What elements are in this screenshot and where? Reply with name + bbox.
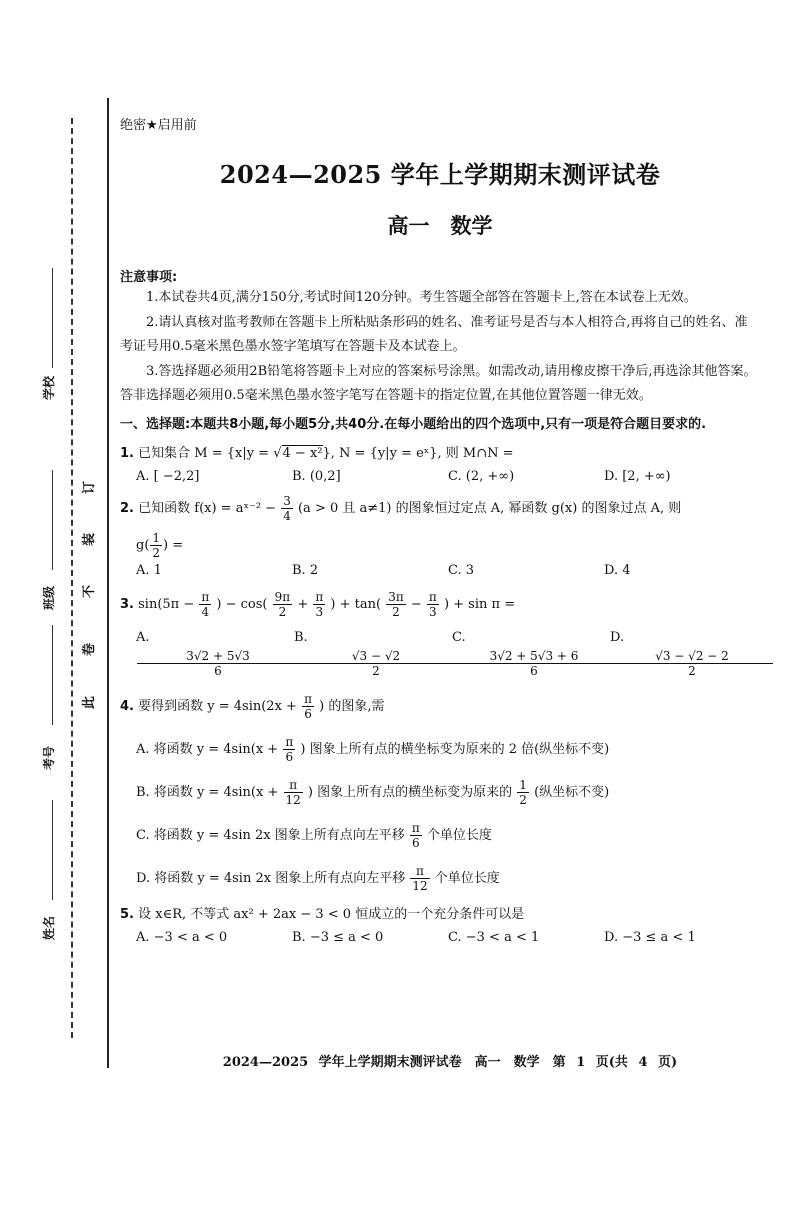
option-text: ) 图象上所有点的横坐标变为原来的 2 倍(纵坐标不变): [300, 742, 610, 757]
option-c: C. 3: [448, 563, 475, 578]
option-label: A.: [136, 630, 150, 645]
school-label: 学校: [42, 375, 56, 400]
fraction: [199, 590, 211, 619]
class-label: 班级: [42, 585, 56, 610]
sqrt-content: 4 − x²: [282, 446, 323, 461]
question-3: [120, 590, 760, 619]
fraction-denominator: 6: [304, 707, 312, 721]
fraction: [273, 590, 293, 619]
fraction: [284, 778, 303, 807]
question-stem: 已知函数 f(x) = aˣ⁻² −: [138, 501, 277, 516]
fraction-numerator: π: [428, 590, 437, 604]
fraction: [302, 692, 314, 721]
fraction: [313, 590, 325, 619]
page-title: 2024—2025 学年上学期期末测评试卷: [219, 160, 661, 189]
question-5: [120, 903, 760, 927]
name-underline: [52, 800, 53, 900]
fraction: [517, 778, 529, 807]
fraction-numerator: 3√2 + 5√3 + 6: [453, 649, 615, 664]
fraction-numerator: 1: [152, 531, 161, 545]
binding-char: 装: [82, 532, 98, 547]
fraction: [427, 590, 439, 619]
fraction-numerator: 1: [519, 778, 527, 792]
question-2-continued: [136, 531, 760, 560]
option-label: B.: [294, 630, 308, 645]
exam-no-label: 考号: [42, 745, 56, 770]
page-subtitle: 高一 数学: [387, 214, 493, 238]
question-stem: ) + tan(: [330, 597, 382, 612]
question-stem: ) 的图象,需: [319, 699, 385, 714]
fraction-numerator: π: [304, 692, 312, 706]
option-text: A. 将函数 y = 4sin(x +: [136, 742, 279, 757]
question-stem: +: [297, 597, 309, 612]
fraction-numerator: π: [315, 590, 324, 604]
notice-heading: 注意事项:: [120, 270, 178, 285]
binding-char: 不: [82, 584, 98, 599]
question-stem: g(: [136, 538, 150, 553]
fraction-numerator: π: [285, 735, 294, 749]
option-a: [136, 735, 760, 764]
fraction-numerator: π: [201, 590, 210, 604]
fraction-numerator: √3 − √2 − 2: [611, 649, 773, 664]
binding-char: 此: [82, 695, 98, 710]
fraction-denominator: 6: [285, 750, 294, 764]
fraction-numerator: π: [284, 778, 303, 793]
fraction-denominator: 3: [315, 605, 324, 619]
options-row: [136, 466, 760, 488]
option-c: C. −3 < a < 1: [448, 930, 540, 945]
option-text: 个单位长度: [426, 828, 492, 843]
question-number: 4.: [120, 699, 134, 714]
question-stem: ) − cos(: [216, 597, 268, 612]
option-text: D. 将函数 y = 4sin 2x 图象上所有点向左平移: [136, 871, 406, 886]
question-stem: ) + sin π =: [443, 597, 516, 612]
name-label: 姓名: [42, 915, 56, 940]
fraction-numerator: 3√2 + 5√3: [137, 649, 299, 664]
section-heading: 一、选择题:本题共8小题,每小题5分,共40分.在每小题给出的四个选项中,只有一项是符合题目要求的.: [120, 417, 707, 432]
option-label: C.: [452, 630, 466, 645]
exam-no-underline: [52, 625, 53, 725]
notice-item: 2.请认真核对监考教师在答题卡上所粘贴条形码的姓名、准考证号是否与本人相符合,再将自己的姓名、准考证号用0.5毫米黑色墨水签字笔填写在答题卡及本试卷上。: [120, 315, 748, 354]
fraction: [150, 531, 162, 560]
fraction-denominator: 2: [519, 793, 527, 807]
option-b: B. 2: [292, 563, 319, 578]
secret-mark: 绝密★启用前: [120, 118, 197, 133]
option-d: D. −3 ≤ a < 1: [604, 930, 696, 945]
question-number: 1.: [120, 446, 134, 461]
fraction: [453, 649, 611, 678]
option-text: ) 图象上所有点的横坐标变为原来的: [307, 785, 513, 800]
question-stem: 已知集合 M = {x|y =: [138, 446, 274, 461]
option-a: [136, 627, 294, 678]
school-underline: [52, 268, 53, 368]
option-text: B. 将函数 y = 4sin(x +: [136, 785, 279, 800]
option-a: A. [ −2,2]: [136, 469, 200, 484]
options-row: [136, 560, 760, 582]
fraction: [611, 649, 769, 678]
option-d: [610, 627, 768, 678]
fraction-denominator: 2: [372, 664, 380, 678]
option-c: [452, 627, 610, 678]
question-stem: 设 x∈R, 不等式 ax² + 2ax − 3 < 0 恒成立的一个充分条件可以是: [138, 907, 525, 922]
fraction-numerator: 3: [283, 494, 291, 508]
question-number: 3.: [120, 597, 134, 612]
fraction-denominator: 2: [392, 605, 400, 619]
fraction-numerator: √3 − √2: [295, 649, 457, 664]
fraction: [281, 494, 293, 523]
fraction: [410, 821, 422, 850]
question-stem: }, N = {y|y = eˣ}, 则 M∩N =: [322, 446, 514, 461]
fraction-denominator: 2: [152, 546, 161, 560]
page-footer: 2024—2025 学年上学期期末测评试卷 高一 数学 第 1 页(共 4 页): [222, 1055, 678, 1070]
notice-item: 1.本试卷共4页,满分150分,考试时间120分钟。考生答题全部答在答题卡上,答在本试卷上无效。: [146, 290, 697, 305]
fraction-denominator: 6: [214, 664, 222, 678]
class-underline: [52, 470, 53, 570]
question-stem: sin(5π −: [138, 597, 195, 612]
fraction-denominator: 6: [412, 836, 420, 850]
option-b: B. (0,2]: [292, 469, 341, 484]
fraction-denominator: 3: [429, 605, 437, 619]
notice-item: 3.答选择题必须用2B铅笔将答题卡上对应的答案标号涂黑。如需改动,请用橡皮擦干净后,再选涂其他答案。答非选择题必须用0.5毫米黑色墨水签字笔写在答题卡的指定位置,在其他位置答题一律无效。: [120, 364, 757, 403]
fraction-denominator: 4: [201, 605, 210, 619]
fraction-denominator: 12: [412, 879, 428, 893]
option-text: 个单位长度: [434, 871, 500, 886]
question-2: [120, 494, 760, 523]
options-row: [136, 927, 760, 949]
sqrt-symbol: √: [273, 446, 282, 461]
exam-content: [120, 114, 760, 949]
option-b: B. −3 ≤ a < 0: [292, 930, 384, 945]
fraction: [295, 649, 453, 678]
option-c: [136, 821, 760, 850]
option-c: C. (2, +∞): [448, 469, 515, 484]
fraction: [410, 864, 429, 893]
fraction-numerator: 9π: [274, 590, 291, 604]
fraction: [283, 735, 295, 764]
fraction-denominator: 2: [688, 664, 696, 678]
question-stem: (a > 0 且 a≠1) 的图象恒过定点 A, 幂函数 g(x) 的图象过点 A, 则: [297, 501, 682, 516]
option-d: D. 4: [604, 563, 631, 578]
fraction-denominator: 4: [283, 509, 291, 523]
option-a: A. −3 < a < 0: [136, 930, 228, 945]
option-a: A. 1: [136, 563, 162, 578]
option-text: (纵坐标不变): [534, 785, 610, 800]
option-d: D. [2, +∞): [604, 469, 671, 484]
fraction-denominator: 12: [285, 793, 301, 807]
fraction: [386, 590, 406, 619]
question-number: 5.: [120, 907, 134, 922]
binding-dashed-line: [71, 118, 73, 1038]
binding-solid-line: [107, 98, 109, 1068]
question-stem: −: [410, 597, 422, 612]
fraction-denominator: 2: [278, 605, 287, 619]
option-d: [136, 864, 760, 893]
question-number: 2.: [120, 501, 134, 516]
fraction-numerator: π: [410, 864, 429, 879]
question-stem: ) =: [163, 538, 184, 553]
option-text: C. 将函数 y = 4sin 2x 图象上所有点向左平移: [136, 828, 405, 843]
fraction-numerator: π: [411, 821, 420, 835]
option-b: [294, 627, 452, 678]
option-label: D.: [610, 630, 625, 645]
option-b: [136, 778, 760, 807]
fraction: [137, 649, 295, 678]
binding-char: 订: [82, 480, 98, 495]
question-stem: 要得到函数 y = 4sin(2x +: [138, 699, 297, 714]
fraction-numerator: 3π: [388, 590, 404, 604]
binding-char: 卷: [82, 642, 98, 657]
question-4: [120, 692, 760, 721]
question-1: [120, 442, 760, 466]
options-row: [136, 627, 760, 678]
fraction-denominator: 6: [530, 664, 538, 678]
